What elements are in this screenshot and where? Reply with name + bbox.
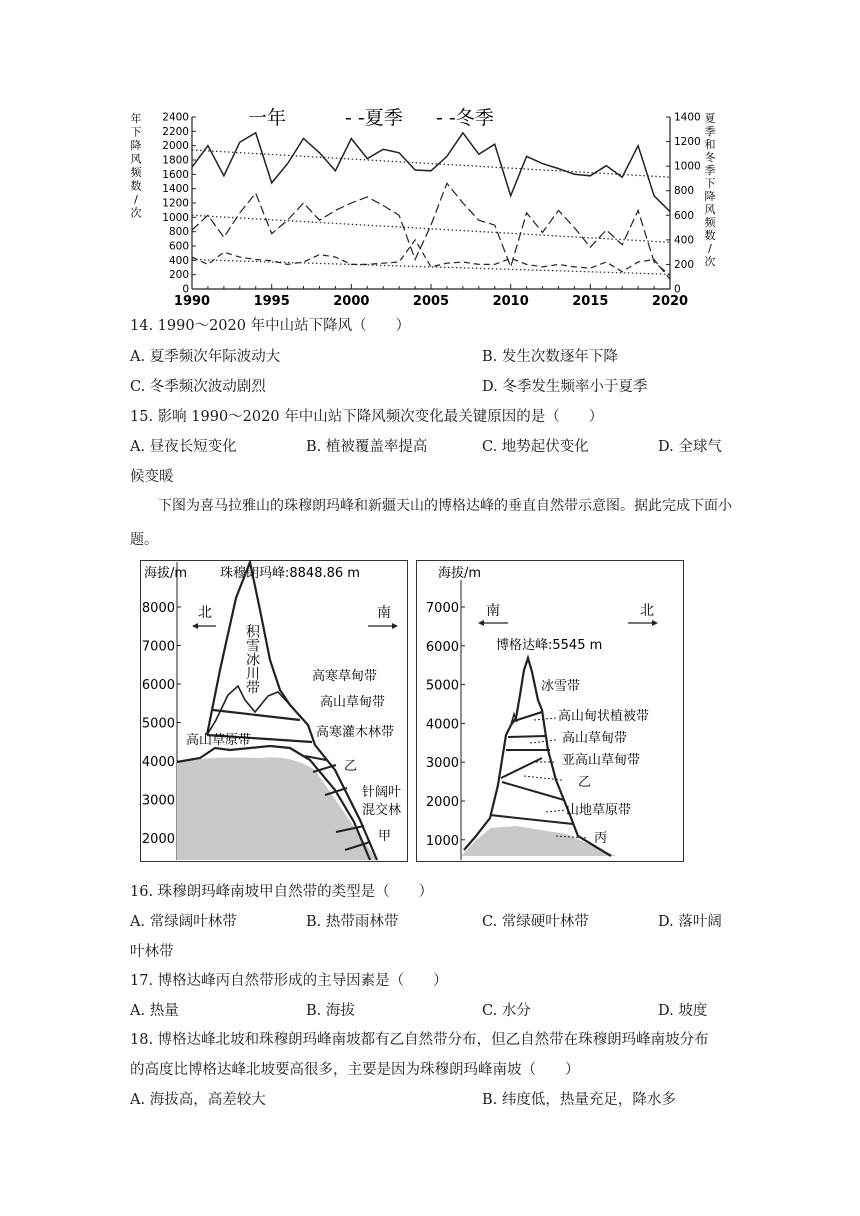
left-axis-label-char: 年 <box>130 112 142 125</box>
q16-option-c: C. 常绿硬叶林带 <box>482 914 589 930</box>
bogda-tick-label: 1000 <box>425 833 459 849</box>
bogda-band-bing: 丙 <box>594 831 608 846</box>
q15-option-d: D. 全球气 <box>658 439 722 455</box>
q14-option-d: D. 冬季发生频率小于夏季 <box>482 379 648 395</box>
left-tick-label: 1400 <box>162 183 189 196</box>
left-ticks <box>162 112 196 296</box>
everest-tick-label: 8000 <box>141 601 175 616</box>
right-ticks <box>666 112 701 296</box>
x-tick-label: 1995 <box>253 294 290 309</box>
left-axis-label-char: 风 <box>130 152 142 166</box>
bogda-zonation-figure <box>416 560 684 862</box>
q14-option-c: C. 冬季频次波动剧烈 <box>130 379 266 395</box>
everest-south-label: 南 <box>377 605 391 621</box>
right-axis-label-char: 风 <box>704 203 716 216</box>
right-axis-label-char: 季 <box>704 164 716 177</box>
bogda-tick-label: 6000 <box>425 639 459 655</box>
right-tick-label: 800 <box>674 185 695 198</box>
bogda-band-snow: 冰雪带 <box>541 679 581 694</box>
question-18-stem: 18. 博格达峰北坡和珠穆朗玛峰南坡都有乙自然带分布，但乙自然带在珠穆朗玛峰南坡分布 <box>130 1032 709 1048</box>
svg-text:混交林: 混交林 <box>362 803 402 818</box>
q14-option-b: B. 发生次数逐年下降 <box>482 349 618 365</box>
everest-north-label: 北 <box>198 605 212 621</box>
right-axis-label-char: 冬 <box>704 151 716 164</box>
q16-option-a: A. 常绿阔叶林带 <box>130 914 237 930</box>
left-axis-label-char: 降 <box>130 139 142 152</box>
left-tick-label: 2400 <box>162 111 189 124</box>
question-17-stem: 17. 博格达峰丙自然带形成的主导因素是（ ） <box>130 973 448 989</box>
q18-option-a: A. 海拔高，高差较大 <box>130 1092 266 1108</box>
right-axis-label-char: 次 <box>704 255 716 268</box>
right-tick-label: 1400 <box>674 111 701 124</box>
q15-option-a: A. 昼夜长短变化 <box>130 439 237 455</box>
trend-winter <box>192 260 670 275</box>
q17-option-a: A. 热量 <box>130 1003 179 1019</box>
left-tick-label: 1800 <box>162 154 189 167</box>
right-tick-label: 1000 <box>674 160 701 173</box>
x-ticks <box>174 284 688 309</box>
q15-option-b: B. 植被覆盖率提高 <box>306 439 428 455</box>
left-axis-label-char: / <box>134 193 138 206</box>
bogda-tick-label: 4000 <box>425 717 459 733</box>
wind-frequency-chart <box>120 100 720 315</box>
everest-peak-label: 珠穆朗玛峰:8848.86 m <box>220 566 360 581</box>
bogda-band-alpine-mat: 高山甸状植被带 <box>558 709 650 724</box>
everest-tick-label: 7000 <box>141 639 175 655</box>
right-tick-label: 400 <box>674 234 695 247</box>
bogda-tick-label: 3000 <box>425 756 459 772</box>
right-axis-label-char: / <box>708 242 712 255</box>
q16-option-b: B. 热带雨林带 <box>306 914 399 930</box>
everest-band-shrub: 高寒灌木林带 <box>316 725 395 740</box>
x-tick-label: 2010 <box>492 294 529 309</box>
q15-option-d-wrap: 候变暖 <box>130 469 174 485</box>
x-tick-label: 1990 <box>173 294 211 309</box>
question-15-stem: 15. 影响 1990～2020 年中山站下降风频次变化最关键原因的是（ ） <box>130 409 604 425</box>
left-tick-label: 1000 <box>162 211 189 224</box>
trend-summer <box>192 215 670 242</box>
question-14-stem: 14. 1990～2020 年中山站下降风（ ） <box>130 318 411 334</box>
series-line-0 <box>192 133 670 212</box>
everest-tick-label: 5000 <box>141 716 175 732</box>
bogda-south-label: 南 <box>486 603 500 619</box>
x-tick-label: 2020 <box>651 294 689 309</box>
right-axis-label-char: 下 <box>704 177 716 190</box>
left-tick-label: 2200 <box>162 125 189 138</box>
everest-tick-label: 2000 <box>141 832 175 847</box>
everest-axis-label: 海拔/m <box>144 566 188 581</box>
series-line-2 <box>192 240 670 279</box>
question-18-stem-cont: 的高度比博格达峰北坡要高很多，主要是因为珠穆朗玛峰南坡（ ） <box>130 1062 580 1078</box>
everest-band-alpine-meadow-cold: 高寒草甸带 <box>312 669 378 684</box>
series-line-1 <box>192 183 670 275</box>
everest-zonation-figure <box>140 560 408 862</box>
right-tick-label: 600 <box>674 209 695 222</box>
svg-text:针阔叶: 针阔叶 <box>362 785 402 800</box>
q17-option-b: B. 海拔 <box>306 1003 355 1019</box>
legend-summer: - -夏季 <box>345 107 403 129</box>
bogda-band-subalpine-meadow: 亚高山草甸带 <box>562 753 641 768</box>
q14-option-a: A. 夏季频次年际波动大 <box>130 349 281 365</box>
bogda-band-alpine-meadow: 高山草甸带 <box>562 731 628 746</box>
bogda-north-label: 北 <box>640 603 654 619</box>
everest-band-snow: 积雪冰川带 <box>244 624 260 694</box>
right-axis-label-char: 数 <box>704 229 716 242</box>
bogda-tick-label: 5000 <box>425 678 459 694</box>
q15-option-c: C. 地势起伏变化 <box>482 439 589 455</box>
bogda-peak-label: 博格达峰:5545 m <box>496 638 603 653</box>
everest-tick-label: 6000 <box>141 678 175 693</box>
left-axis-label-char: 下 <box>130 125 142 139</box>
everest-band-yi: 乙 <box>344 759 358 774</box>
left-axis-label-char: 频 <box>130 166 142 179</box>
q16-option-d: D. 落叶阔 <box>658 914 722 930</box>
series-lines <box>192 133 670 279</box>
right-tick-label: 1200 <box>674 136 701 149</box>
intro-paragraph: 下图为喜马拉雅山的珠穆朗玛峰和新疆天山的博格达峰的垂直自然带示意图。据此完成下面小题。 <box>130 498 732 548</box>
bogda-tick-label: 7000 <box>425 601 459 616</box>
legend-year: 一年 <box>248 107 287 129</box>
everest-band-jia: 甲 <box>378 829 392 844</box>
left-axis-label-char: 次 <box>130 206 142 220</box>
q18-option-b: B. 纬度低，热量充足，降水多 <box>482 1092 676 1108</box>
left-tick-label: 1600 <box>162 168 189 181</box>
left-axis-label-char: 数 <box>130 179 142 193</box>
question-16-stem: 16. 珠穆朗玛峰南坡甲自然带的类型是（ ） <box>130 884 434 900</box>
x-tick-label: 2015 <box>572 294 609 309</box>
right-tick-label: 200 <box>674 258 695 271</box>
left-tick-label: 1200 <box>162 197 189 210</box>
q17-option-c: C. 水分 <box>482 1003 531 1019</box>
right-tick-label: 0 <box>674 283 681 296</box>
left-tick-label: 600 <box>168 240 189 253</box>
right-axis-label-char: 夏 <box>704 112 716 125</box>
bogda-axis-label: 海拔/m <box>438 566 482 581</box>
right-axis-label-char: 和 <box>704 138 716 151</box>
x-tick-label: 2000 <box>333 294 370 309</box>
right-axis-label-char: 降 <box>704 190 716 203</box>
everest-band-steppe: 高山草原带 <box>186 733 252 748</box>
trend-year <box>192 150 670 177</box>
left-axis-label <box>131 111 143 220</box>
left-tick-label: 400 <box>168 254 189 267</box>
right-axis-label <box>705 112 717 268</box>
left-tick-label: 800 <box>168 226 189 239</box>
bogda-tick-label: 2000 <box>425 795 459 810</box>
right-axis-label-char: 季 <box>704 125 716 138</box>
left-tick-label: 0 <box>182 283 189 296</box>
everest-tick-label: 3000 <box>141 793 175 809</box>
bogda-band-yi: 乙 <box>578 775 592 790</box>
q17-option-d: D. 坡度 <box>658 1003 708 1019</box>
x-tick-label: 2005 <box>412 294 450 309</box>
left-tick-label: 2000 <box>162 140 189 153</box>
right-axis-label-char: 频 <box>704 216 716 229</box>
legend-winter: - -冬季 <box>436 107 494 129</box>
everest-band-alpine-meadow: 高山草甸带 <box>320 695 386 710</box>
bogda-band-steppe: 山地草原带 <box>566 803 632 818</box>
q16-option-d-wrap: 叶林带 <box>130 944 174 960</box>
everest-tick-label: 4000 <box>141 755 175 770</box>
left-tick-label: 200 <box>168 269 189 282</box>
